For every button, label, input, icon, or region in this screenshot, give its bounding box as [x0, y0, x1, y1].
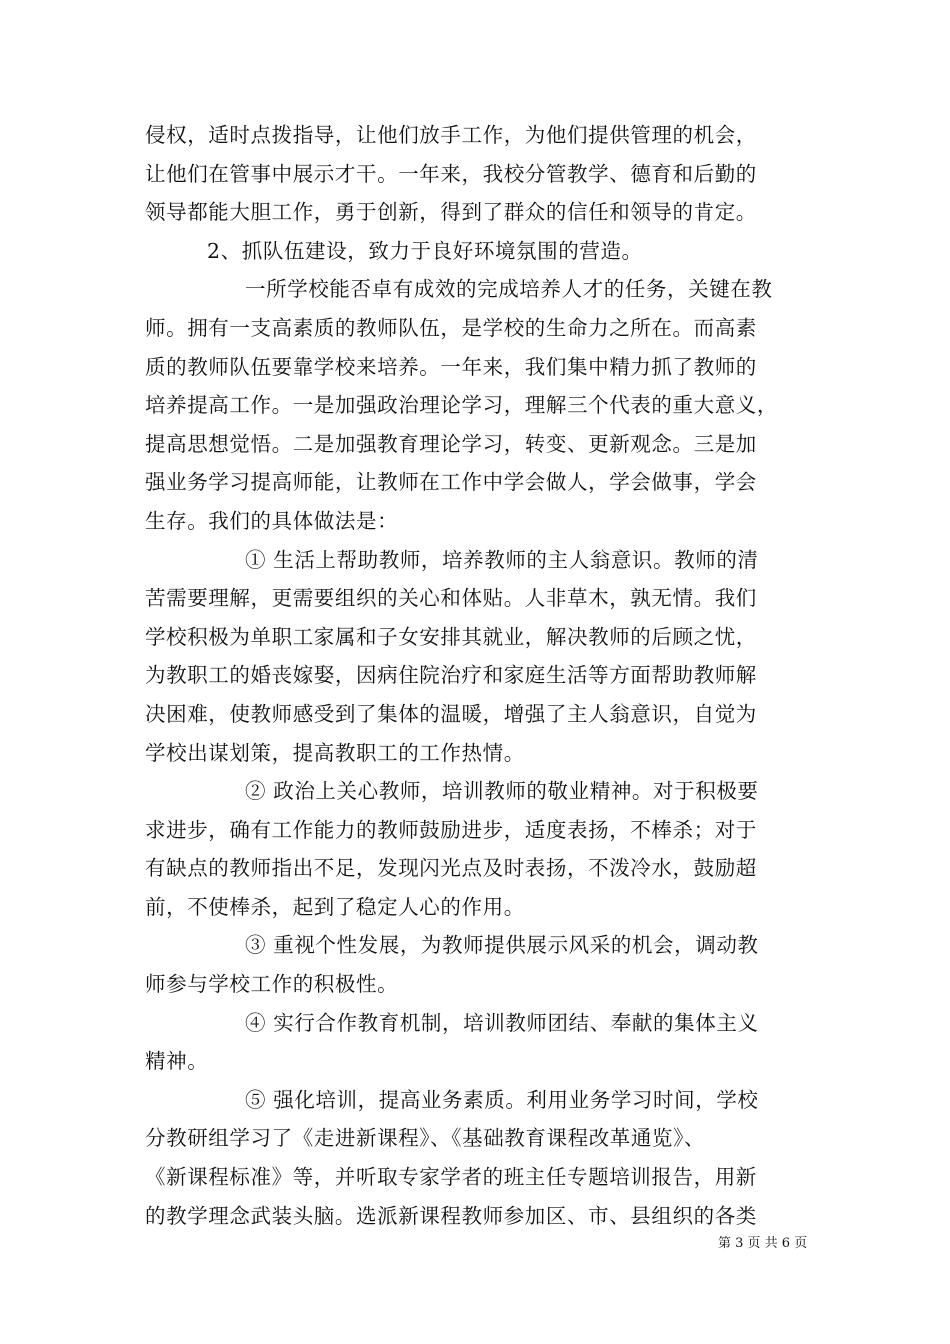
- list-item-3: ③ 重视个性发展，为教师提供展示风采的机会，调动教: [245, 933, 759, 958]
- text-line-20: 有缺点的教师指出不足，发现闪光点及时表扬，不泼冷水，鼓励超: [145, 856, 757, 881]
- section-heading: 2、抓队伍建设，致力于良好环境氛围的营造。: [207, 238, 643, 263]
- text-line-11: 生存。我们的具体做法是：: [145, 508, 399, 533]
- text-line-16: 决困难，使教师感受到了集体的温暖，增强了主人翁意识，自觉为: [145, 701, 757, 726]
- page-number: 第 3 页 共 6 页: [718, 1236, 808, 1251]
- text-line-13: 苦需要理解，更需要组织的关心和体贴。人非草木，孰无情。我们: [145, 586, 757, 611]
- text-line-8: 培养提高工作。一是加强政治理论学习，理解三个代表的重大意义，: [145, 393, 778, 418]
- text-line-7: 质的教师队伍要靠学校来培养。一年来，我们集中精力抓了教师的: [145, 354, 757, 379]
- text-line-6: 师。拥有一支高素质的教师队伍，是学校的生命力之所在。而高素: [145, 315, 757, 340]
- text-line-10: 强业务学习提高师能，让教师在工作中学会做人，学会做事，学会: [145, 470, 757, 495]
- document-page: [145, 116, 825, 1235]
- text-line-9: 提高思想觉悟。二是加强教育理论学习，转变、更新观念。三是加: [145, 431, 757, 456]
- list-item-1: ① 生活上帮助教师，培养教师的主人翁意识。教师的清: [245, 547, 759, 572]
- text-line-28: 《新课程标准》等，并听取专家学者的班主任专题培训报告，用新: [145, 1165, 757, 1190]
- text-line-29: 的教学理念武装头脑。选派新课程教师参加区、市、县组织的各类: [145, 1203, 757, 1228]
- text-line-1: 侵权，适时点拨指导，让他们放手工作，为他们提供管理的机会，: [145, 123, 757, 147]
- list-item-5: ⑤ 强化培训，提高业务素质。利用业务学习时间，学校: [245, 1087, 759, 1112]
- text-line-14: 学校积极为单职工家属和子女安排其就业，解决教师的后顾之忧，: [145, 624, 757, 649]
- list-item-2: ② 政治上关心教师，培训教师的敬业精神。对于积极要: [245, 779, 759, 804]
- text-line-21: 前，不使棒杀，起到了稳定人心的作用。: [145, 894, 525, 919]
- text-line-17: 学校出谋划策，提高教职工的工作热情。: [145, 740, 525, 765]
- text-line-19: 求进步，确有工作能力的教师鼓励进步，适度表扬，不棒杀；对于: [145, 817, 757, 842]
- text-line-23: 师参与学校工作的积极性。: [145, 972, 399, 997]
- text-line-27: 分教研组学习了《走进新课程》、《基础教育课程改革通览》、: [145, 1126, 706, 1151]
- list-item-4: ④ 实行合作教育机制，培训教师团结、奉献的集体主义: [245, 1010, 759, 1035]
- text-line-5: 一所学校能否卓有成效的完成培养人才的任务，关键在教: [245, 277, 773, 302]
- text-line-2: 让他们在管事中展示才干。一年来，我校分管教学、德育和后勤的: [145, 161, 757, 186]
- text-line-25: 精神。: [145, 1049, 209, 1074]
- text-line-3: 领导都能大胆工作，勇于创新，得到了群众的信任和领导的肯定。: [145, 200, 757, 225]
- text-line-15: 为教职工的婚丧嫁娶，因病住院治疗和家庭生活等方面帮助教师解: [145, 663, 757, 688]
